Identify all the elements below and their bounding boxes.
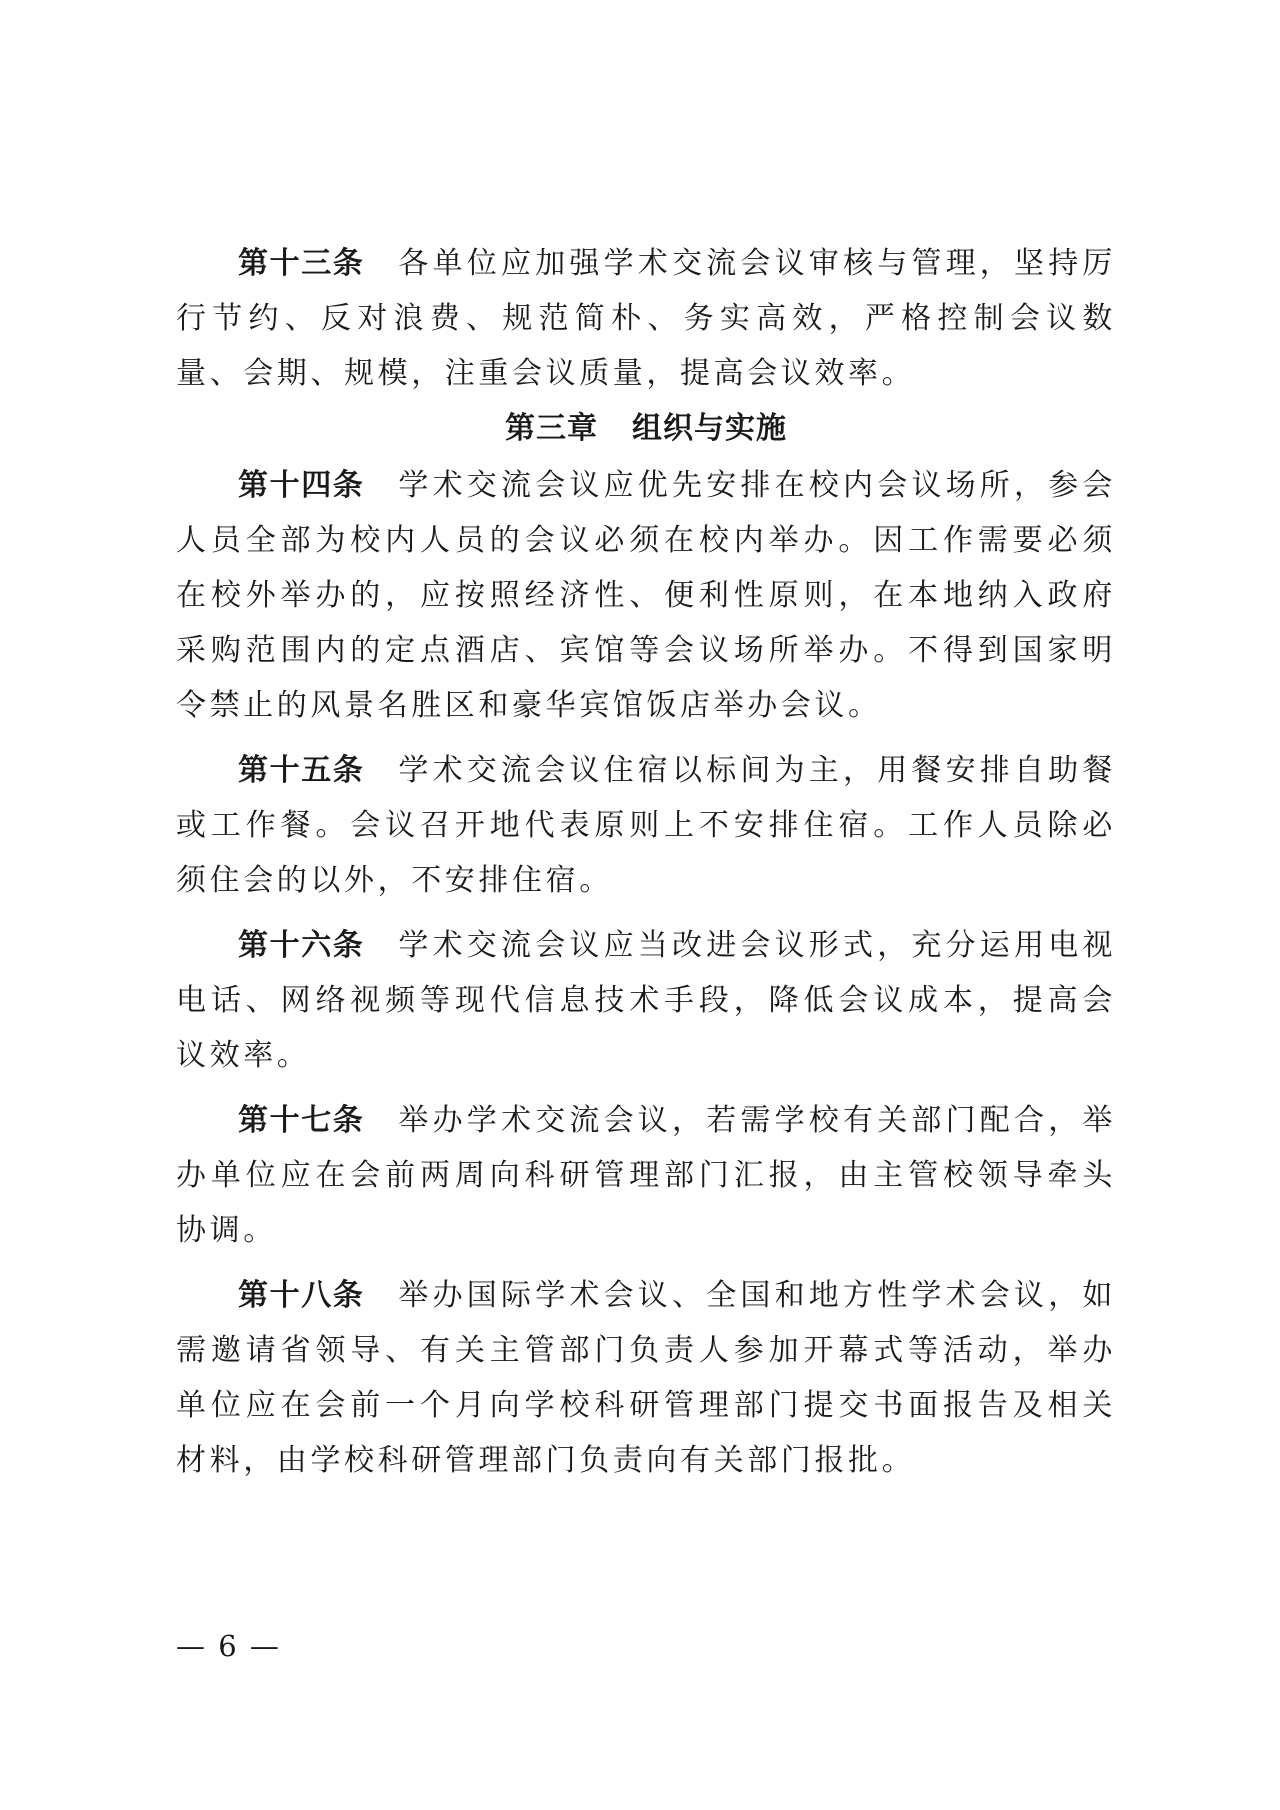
article-14 <box>176 458 1116 733</box>
article-number: 第十八条 <box>238 1278 365 1313</box>
article-text: 举办学术交流会议，若需学校有关部门配合，举办单位应在会前两周向科研管理部门汇报，由主管校领导牵头协调。 <box>176 1103 1116 1248</box>
article-17 <box>176 1093 1116 1258</box>
article-number: 第十三条 <box>238 246 365 281</box>
article-text: 各单位应加强学术交流会议审核与管理，坚持厉行节约、反对浪费、规范简朴、务实高效，严格控制会议数量、会期、规模，注重会议质量，提高会议效率。 <box>176 246 1116 391</box>
article-text: 举办国际学术会议、全国和地方性学术会议，如需邀请省领导、有关主管部门负责人参加开幕式等活动，举办单位应在会前一个月向学校科研管理部门提交书面报告及相关材料，由学校科研管理部门负责向有关部门报批。 <box>176 1278 1116 1478</box>
article-13 <box>176 236 1116 401</box>
document-body <box>176 236 1116 1488</box>
page-number: — 6 — <box>176 1629 281 1663</box>
article-number: 第十五条 <box>238 753 365 788</box>
chapter-title: 组织与实施 <box>632 411 787 446</box>
article-number: 第十七条 <box>238 1103 365 1138</box>
article-number: 第十六条 <box>238 928 365 963</box>
article-text: 学术交流会议应优先安排在校内会议场所，参会人员全部为校内人员的会议必须在校内举办。因工作需要必须在校外举办的，应按照经济性、便利性原则，在本地纳入政府采购范围内的定点酒店、宾馆等会议场所举办。不得到国家明令禁止的风景名胜区和豪华宾馆饭店举办会议。 <box>176 468 1116 723</box>
article-18 <box>176 1268 1116 1488</box>
chapter-heading <box>176 401 1116 456</box>
article-text: 学术交流会议住宿以标间为主，用餐安排自助餐或工作餐。会议召开地代表原则上不安排住宿。工作人员除必须住会的以外，不安排住宿。 <box>176 753 1116 898</box>
article-text: 学术交流会议应当改进会议形式，充分运用电视电话、网络视频等现代信息技术手段，降低会议成本，提高会议效率。 <box>176 928 1116 1073</box>
article-number: 第十四条 <box>238 468 365 503</box>
article-15 <box>176 743 1116 908</box>
chapter-number: 第三章 <box>505 411 598 446</box>
article-16 <box>176 918 1116 1083</box>
